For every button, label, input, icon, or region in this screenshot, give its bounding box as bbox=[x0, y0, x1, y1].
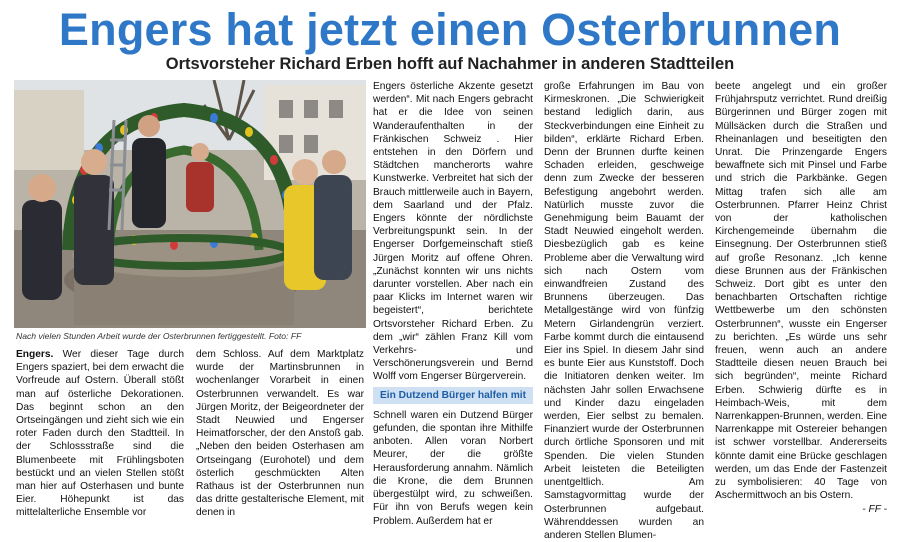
article-photo bbox=[14, 80, 366, 328]
subheadline: Ortsvorsteher Richard Erben hofft auf Nachahmer in anderen Stadtteilen bbox=[165, 55, 735, 73]
column-4-text: große Erfahrungen im Bau von Kirmeskronen. „Die Schwierigkeit bestand lediglich darin, aus Steckverbindungen eine Einheit zu bilden“, erklärte Richard Erben. Denn der Brunnen durfte keinen Schaden erleiden, geschweige denn zum Zwecke der besseren Befestigung angebohrt werden. Natürlich musste zuvor die Genehmigung beim Bauamt der Stadt Neuwied eingeholt werden. Diesbezüglich gab es keine Probleme aber die Verwaltung wird sich nach Ostern vom einwandfreien Zustand des Brunnens überzeugen. Das Metallgestänge wird von fünfzig Metern Girlandengrün verziert. Farbe kommt durch die eintausend Eier ins Spiel. In diesem Jahr sind es bunte Eier aus Kunststoff. Doch die Initiatoren denken weiter. Im nächsten Jahr sollen Erwachsene und Kinder dazu eingeladen werden, Eier selbst zu bemalen. Finanziert wurde der Osterbrunnen durch örtliche Sponsoren und mit Spenden. Die vielen Stunden Arbeit leisteten die Beteiligten unentgeltlich. Am Samstagvormittag wurde der Osterbrunnen aufgebaut. Währenddessen wurden an anderen Stellen Blumen- bbox=[544, 81, 704, 541]
box-heading: Ein Dutzend Bürger halfen mit bbox=[373, 387, 533, 404]
author-signature: - FF - bbox=[862, 503, 887, 515]
column-1 bbox=[16, 348, 184, 520]
headline: Engers hat jetzt einen Osterbrunnen bbox=[58, 4, 842, 55]
column-2 bbox=[196, 348, 364, 520]
column-3-text: Engers österliche Akzente gesetzt werden“. Mit nach Engers gebracht hat er die Idee von seinen Wanderaufenthalten in der Fränkischen Schweiz . Hier entstehen in den Dörfern und Städtchen mancherorts wahre Kunstwerke. Verbreitet hat sich der Brauch mittlerweile auch in Bayern, dem Saarland und der Pfalz. Engers könnte der nördlichste Verbreitungspunkt sein. In der Engerser Dorfgemeinschaft stieß Jürgen Moritz auf offene Ohren. „Zunächst konnten wir uns nichts darunter vorstellen. Aber nach ein paar Klicks im Internet waren wir begeistert“, berichtete Ortsvorsteher Richard Erben. Zu dem „wir“ zählen Franz Kill vom Verkehrs- und Verschönerungsverein und Bernd Wolff vom Engerser Bürgerverein. bbox=[373, 81, 533, 383]
column-3-text-b: Schnell waren ein Dutzend Bürger gefunden, die spontan ihre Mithilfe anboten. Allen voran Norbert Meurer, der die größte Herausforderung annahm. Nämlich die Krone, die dem Brunnen übergestülpt wird, zu schweißen. Für ihn von Berufs wegen kein Problem. Außerdem hat er bbox=[373, 409, 533, 527]
column-5-text: beete angelegt und ein großer Frühjahrsputz verrichtet. Rund dreißig Bürgerinnen und Bürger zogen mit Müllsäcken durch die Straßen und Rheinanlagen und beseitigten den Unrat. Die Prinzengarde Engers bewaffnete sich mit Pinsel und Farbe und strich die Parkbänke. Gegen Mittag trafen sich alle am Osterbrunnen. Pfarrer Heinz Christ von der katholischen Kirchengemeinde übernahm die Einsegnung. Der Osterbrunnen stieß auf große Resonanz. „Ich kenne diese Brunnen aus der Fränkischen Schweiz. Dort gibt es unter den benachbarten Ortschaften richtige Wettbewerbe um den schönsten Osterbrunnen“, wusste ein Engerser zu berichten. „Es würde uns sehr freuen, wenn auch an andere Stadtteile diesen neuen Brauch bei sich begründen“, meinte Richard Erben. Schwierig dürfte es in Heimbach-Weis, mit dem Narrenkappen-Brunnen, werden. Eine Narrenkappe mit Ostereier behangen ist schwer vorstellbar. Andererseits könnte damit eine Brücke geschlagen werden, um das Ende der Fastenzeit zu symbolisieren: 40 Tage von Aschermittwoch an bis Ostern. bbox=[715, 81, 887, 502]
column-1-text: Wer dieser Tage durch Engers spaziert, bei dem erwacht die Vorfreude auf Ostern. Überall stößt man auf österliche Dekorationen. Das beginnt schon an den Ortseingängen und zieht sich wie ein roter Faden durch den Stadtteil. In der Schlossstraße sind die Blumenbeete mit Frühlingsboten bestückt und an vielen Stellen stößt man hier auf Osterhasen und bunte Eier. Höhepunkt ist das mittelalterliche Ensemble vor bbox=[16, 349, 184, 519]
column-5 bbox=[715, 80, 887, 516]
lead-dateline: Engers. bbox=[16, 349, 54, 360]
column-2-text: dem Schloss. Auf dem Marktplatz wurde der Martinsbrunnen in wochenlanger Vorarbeit in einen Osterbrunnen verwandelt. Es war Jürgen Moritz, der Beigeordneter der Stadt Neuwied und Engerser Heimatforscher, der den Anstoß gab. „Neben den beiden Osterhasen am Ortseingang (Eurohotel) und dem österlich geschmückten Alten Rathaus ist der Osterbrunnen nun das dritte gestalterische Element, mit denen in bbox=[196, 349, 364, 519]
column-3 bbox=[373, 80, 533, 528]
column-4 bbox=[544, 80, 704, 542]
photo-caption: Nach vielen Stunden Arbeit wurde der Osterbrunnen fertiggestellt. Foto: FF bbox=[16, 331, 302, 341]
